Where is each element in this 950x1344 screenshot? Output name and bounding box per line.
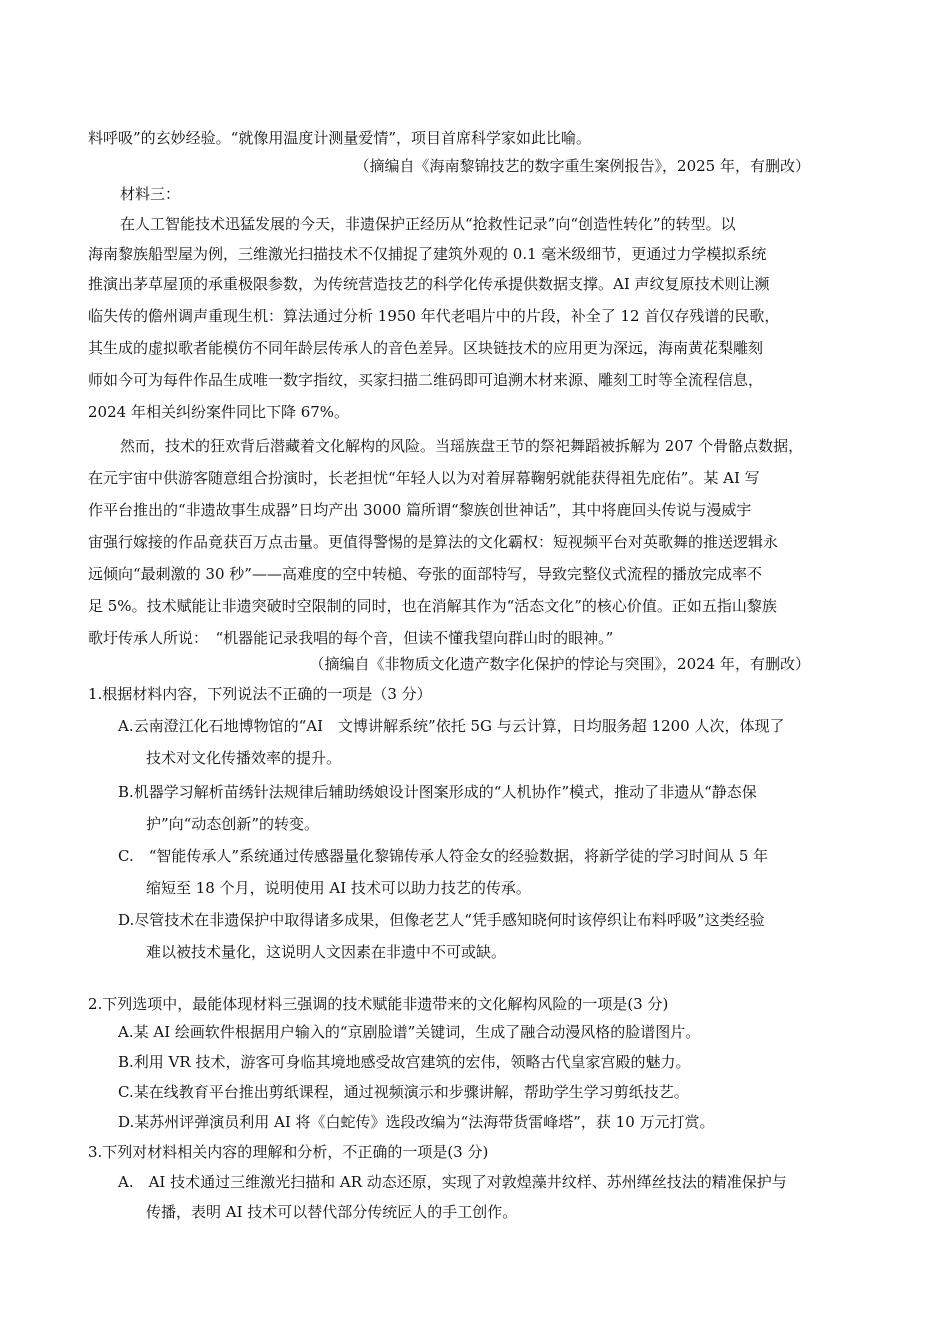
q1-option-d-cont: 难以被技术量化，这说明人文因素在非遗中不可或缺。 xyxy=(146,943,507,961)
q1-option-b-cont: 护”向“动态创新”的转变。 xyxy=(146,815,320,833)
source-citation: （摘编自《海南黎锦技艺的数字重生案例报告》，2025 年，有删改） xyxy=(354,157,810,175)
q1-option-c: C. “智能传承人”系统通过传感器量化黎锦传承人符金女的经验数据，将新学徒的学习时间从 5 年 xyxy=(118,847,769,865)
source-citation: （摘编自《非物质文化遗产数字化保护的悖论与突围》，2024 年，有删改） xyxy=(309,655,810,673)
text-line: 料呼吸”的玄妙经验。“就像用温度计测量爱情”，项目首席科学家如此比喻。 xyxy=(88,129,592,147)
paragraph-line: 在元宇宙中供游客随意组合扮演时，长老担忧“年轻人以为对着屏幕鞠躬就能获得祖先庇佑”。某 AI 写 xyxy=(88,469,760,487)
q1-option-a-cont: 技术对文化传播效率的提升。 xyxy=(146,749,342,767)
q2-option-a: A.某 AI 绘画软件根据用户输入的“京剧脸谱”关键词，生成了融合动漫风格的脸谱图片。 xyxy=(118,1023,701,1041)
paragraph-line: 然而，技术的狂欢背后潜藏着文化解构的风险。当瑶族盘王节的祭祀舞蹈被拆解为 207 个骨骼点数据， xyxy=(120,437,804,455)
paragraph-line: 师如今可为每件作品生成唯一数字指纹，买家扫描二维码即可追溯木材来源、雕刻工时等全流程信息， xyxy=(88,371,764,389)
question-1: 1.根据材料内容，下列说法不正确的一项是（3 分） xyxy=(88,685,432,703)
q2-option-c: C.某在线教育平台推出剪纸课程，通过视频演示和步骤讲解，帮助学生学习剪纸技艺。 xyxy=(118,1083,689,1101)
q1-option-a: A.云南澄江化石地博物馆的“AI 文博讲解系统”依托 5G 与云计算，日均服务超 1200 人次，体现了 xyxy=(118,717,785,735)
paragraph-line: 其生成的虚拟歌者能模仿不同年龄层传承人的音色差异。区块链技术的应用更为深远，海南黄花梨雕刻 xyxy=(88,339,764,357)
q1-option-d: D.尽管技术在非遗保护中取得诸多成果，但像老艺人“凭手感知晓何时该停织让布料呼吸”这类经验 xyxy=(118,911,765,929)
question-3: 3.下列对材料相关内容的理解和分析，不正确的一项是(3 分) xyxy=(88,1143,489,1161)
paragraph-line: 2024 年相关纠纷案件同比下降 67%。 xyxy=(88,403,350,421)
paragraph-line: 宙强行嫁接的作品竟获百万点击量。更值得警惕的是算法的文化霸权：短视频平台对英歌舞的推送逻辑永 xyxy=(88,533,779,551)
paragraph-line: 远倾向“最刺激的 30 秒”——高难度的空中转槌、夸张的面部特写，导致完整仪式流程的播放完成率不 xyxy=(88,565,762,583)
q3-option-a: A. AI 技术通过三维激光扫描和 AR 动态还原，实现了对敦煌藻井纹样、苏州缂丝技法的精准保护与 xyxy=(118,1173,787,1191)
q2-option-d: D.某苏州评弹演员利用 AI 将《白蛇传》选段改编为“法海带货雷峰塔”，获 10 万元打赏。 xyxy=(118,1113,715,1131)
q3-option-a-cont: 传播，表明 AI 技术可以替代部分传统匠人的手工创作。 xyxy=(146,1203,518,1221)
paragraph-line: 临失传的儋州调声重现生机：算法通过分析 1950 年代老唱片中的片段，补全了 12 首仅存残谱的民歌， xyxy=(88,307,780,325)
paragraph-line: 在人工智能技术迅猛发展的今天，非遗保护正经历从“抢救性记录”向“创造性转化”的转型。以 xyxy=(120,215,736,233)
paragraph-line: 推演出茅草屋顶的承重极限参数，为传统营造技艺的科学化传承提供数据支撑。AI 声纹复原技术则让濒 xyxy=(88,275,770,293)
paragraph-line: 足 5%。技术赋能让非遗突破时空限制的同时，也在消解其作为“活态文化”的核心价值。正如五指山黎族 xyxy=(88,597,777,615)
question-2: 2.下列选项中，最能体现材料三强调的技术赋能非遗带来的文化解构风险的一项是(3 分) xyxy=(88,995,669,1013)
paragraph-line: 作平台推出的“非遗故事生成器”日均产出 3000 篇所谓“黎族创世神话”，其中将鹿回头传说与漫威宇 xyxy=(88,501,752,519)
q1-option-c-cont: 缩短至 18 个月，说明使用 AI 技术可以助力技艺的传承。 xyxy=(146,879,531,897)
section-heading: 材料三： xyxy=(120,185,181,203)
q1-option-b: B.机器学习解析苗绣针法规律后辅助绣娘设计图案形成的“人机协作”模式，推动了非遗从“静态保 xyxy=(118,783,757,801)
paragraph-line: 海南黎族船型屋为例，三维激光扫描技术不仅捕捉了建筑外观的 0.1 毫米级细节，更通过力学模拟系统 xyxy=(88,245,767,263)
q2-option-b: B.利用 VR 技术，游客可身临其境地感受故宫建筑的宏伟，领略古代皇家宫殿的魅力。 xyxy=(118,1053,691,1071)
paragraph-line: 歌圩传承人所说： “机器能记录我唱的每个音，但读不懂我望向群山时的眼神。” xyxy=(88,629,614,647)
